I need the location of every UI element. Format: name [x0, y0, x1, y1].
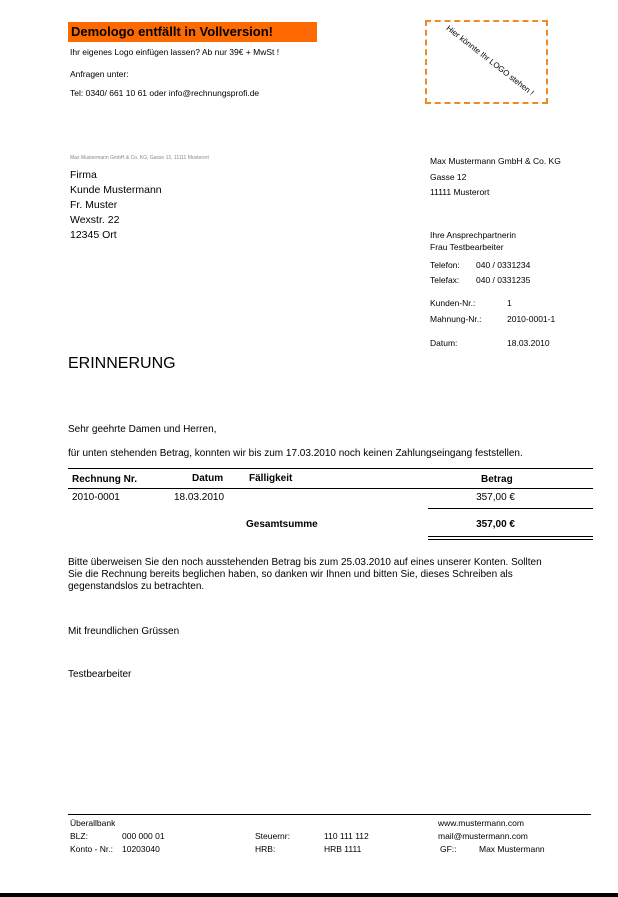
table-header-rule: [68, 488, 593, 489]
date-value: 18.03.2010: [507, 338, 550, 348]
total-double-rule-1: [428, 536, 593, 537]
recipient-line: 12345 Ort: [70, 229, 117, 241]
date-label: Datum:: [430, 338, 458, 348]
recipient-line: Wexstr. 22: [70, 214, 120, 226]
document-title: ERINNERUNG: [68, 355, 176, 372]
company-city: 11111 Musterort: [430, 187, 490, 197]
recipient-line: Firma: [70, 169, 97, 181]
intro-text: für unten stehenden Betrag, konnten wir bis zum 17.03.2010 noch keinen Zahlungseingang feststellen.: [68, 448, 523, 459]
body-text-line: Sie die Rechnung bereits beglichen haben, so danken wir Ihnen und bitten Sie, dieses Schreiben als: [68, 569, 513, 580]
demo-line-logo-offer: Ihr eigenes Logo einfügen lassen? Ab nur 39€ + MwSt !: [70, 47, 280, 57]
signature: Testbearbeiter: [68, 669, 132, 680]
page-bottom-bar: [0, 893, 618, 897]
demo-line-contact: Tel: 0340/ 661 10 61 oder info@rechnungsprofi.de: [70, 88, 260, 98]
footer-bank-name: Überallbank: [70, 818, 116, 828]
footer-tax: 110 111 112: [324, 831, 369, 841]
dunning-no-value: 2010-0001-1: [507, 314, 556, 324]
total-top-rule: [428, 508, 593, 509]
header-date: Datum: [192, 473, 224, 484]
table-top-rule: [68, 468, 593, 469]
demo-logo-banner: Demologo entfällt in Vollversion!: [68, 22, 317, 42]
recipient-line: Kunde Mustermann: [70, 184, 162, 196]
footer-tax-label: Steuernr:: [255, 831, 290, 841]
customer-no-value: 1: [507, 298, 512, 308]
footer-website[interactable]: www.mustermann.com: [438, 818, 524, 828]
footer-account-label: Konto - Nr.:: [70, 844, 113, 854]
body-text-line: Bitte überweisen Sie den noch ausstehenden Betrag bis zum 25.03.2010 auf eines unserer Konten. Sollten: [68, 557, 542, 568]
header-due: Fälligkeit: [249, 473, 293, 484]
footer-hrb: HRB 1111: [324, 844, 362, 854]
footer-gf-label: GF::: [440, 844, 457, 854]
total-label: Gesamtsumme: [246, 519, 318, 530]
closing: Mit freundlichen Grüssen: [68, 626, 180, 637]
company-name: Max Mustermann GmbH & Co. KG: [430, 156, 561, 166]
total-double-rule-2: [428, 539, 593, 540]
dunning-no-label: Mahnung-Nr.:: [430, 314, 482, 324]
logo-placeholder: [425, 20, 548, 104]
row-date: 18.03.2010: [174, 492, 225, 503]
body-text-line: gegenstandslos zu betrachten.: [68, 581, 205, 592]
footer-blz: 000 000 01: [122, 831, 165, 841]
footer-rule: [68, 814, 591, 815]
total-amount: 357,00 €: [476, 519, 515, 530]
row-invoice-no: 2010-0001: [72, 492, 120, 503]
footer-hrb-label: HRB:: [255, 844, 276, 854]
customer-no-label: Kunden-Nr.:: [430, 298, 476, 308]
recipient-line: Fr. Muster: [70, 199, 118, 211]
footer-gf: Max Mustermann: [479, 844, 545, 854]
contact-label: Ihre Ansprechpartnerin: [430, 230, 516, 240]
contact-name: Frau Testbearbeiter: [430, 242, 504, 252]
footer-account: 10203040: [122, 844, 160, 854]
company-street: Gasse 12: [430, 172, 467, 182]
logo-placeholder-text: Hier könnte Ihr LOGO stehen !: [444, 23, 536, 98]
phone-label: Telefon:: [430, 260, 460, 270]
footer-email[interactable]: mail@mustermann.com: [438, 831, 528, 841]
header-amount: Betrag: [481, 474, 513, 485]
salutation: Sehr geehrte Damen und Herren,: [68, 424, 217, 435]
demo-line-requests: Anfragen unter:: [70, 69, 129, 79]
header-invoice-no: Rechnung Nr.: [72, 474, 138, 485]
phone-value: 040 / 0331234: [476, 260, 531, 270]
fax-label: Telefax:: [430, 275, 460, 285]
fax-value: 040 / 0331235: [476, 275, 531, 285]
sender-address-line: Max Mustermann GmbH & Co. KG, Gasse 12, 11111 Musterort: [70, 155, 209, 161]
row-amount: 357,00 €: [476, 492, 515, 503]
footer-blz-label: BLZ:: [70, 831, 88, 841]
